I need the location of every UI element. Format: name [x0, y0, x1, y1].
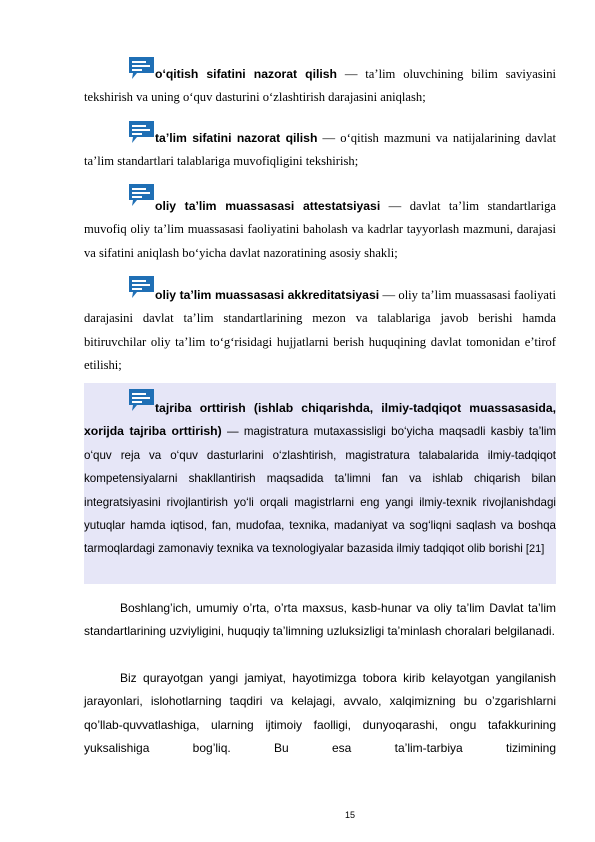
- definition-term: oliy ta’lim muassasasi akkreditatsiyasi: [155, 288, 380, 302]
- definition-text: magistratura mutaxassisligi bo‘yicha maqsadli kasbiy ta’lim o‘quv reja va o‘quv dasturlarini o‘zlashtirish, magistratura talabalarida ilmiy-tadqiqot kompetensiyalarni shakllantirish maqsadida ta’limni fan va ishlab chiqarish bilan integratsiyasini rivojlantirish yo‘li orqali magistrlarni eng yangi ilmiy-texnik rivojlanishdagi yutuqlar hamda iqtisod, fan, mudofaa, texnika, madaniyat va sog‘liqni saqlash va boshqa tarmoqlardagi zamonaviy texnika va texnologiyalar bazasida ilmiy tadqiqot olib borishi: [84, 425, 556, 556]
- definition-text: ta’lim oluvchining bilim saviyasini tekshirish va uning o‘quv dasturini o‘zlashtirish darajasini aniqlash;: [84, 67, 556, 105]
- definition-5: tajriba orttirish (ishlab chiqarishda, ilmiy-tadqiqot muassasasida, xorijda tajriba orttirish) — magistratura mutaxassisligi bo‘yicha maqsadli kasbiy ta’lim o‘quv reja va o‘quv dasturlarini o‘zlashtirish, magistratura talabalarida ilmiy-tadqiqot kompetensiyalarni shakllantirish maqsadida ta’limni fan va ishlab chiqarish bilan integratsiyasini rivojlantirish yo‘li orqali magistrlarni eng yangi ilmiy-texnik rivojlanishdagi yutuqlar hamda iqtisod, fan, mudofaa, texnika, madaniyat va sog‘liqni saqlash va boshqa tarmoqlardagi zamonaviy texnika va texnologiyalar bazasida ilmiy tadqiqot olib borishi [21]: [84, 401, 556, 556]
- definition-text: davlat ta’lim standartlariga muvofiq oliy ta’lim muassasasi faoliyatini baholash va kadrlar tayyorlash mazmuni, darajasi va sifatini aniqlash bo‘yicha davlat nazoratining asosiy shakli;: [84, 199, 556, 260]
- definition-term: ta’lim sifatini nazorat qilish: [155, 131, 318, 145]
- definition-text: oliy ta’lim muassasasi faoliyati darajasini davlat ta’lim standartlarining mezon va talablariga javob berishi hamda bitiruvchilar oliy ta’lim to‘g‘risidagi hujjatlarni berish huquqining davlat tomonidan e’tirof etilishi;: [84, 288, 556, 373]
- definition-2: ta’lim sifatini nazorat qilish — o‘qitish mazmuni va natijalarining davlat ta’lim standartlari talablariga muvofiqligini tekshirish;: [84, 131, 556, 169]
- citation-ref[interactable]: [21]: [522, 543, 545, 556]
- page-number: 15: [344, 810, 355, 820]
- body-paragraph: Boshlang’ich, umumiy o’rta, o’rta maxsus, kasb-hunar va oliy ta’lim Davlat ta’lim standartlarining uzviyligini, huquqiy ta’limning uzluksizligi ta’minlash choralari belgilanadi.: [84, 601, 556, 639]
- body-paragraph: Biz qurayotgan yangi jamiyat, hayotimizga tobora kirib kelayotgan yangilanish jarayonlari, islohotlarning taqdiri va kelajagi, avvalo, xalqimizning bu o’zgarishlarni qo’llab-quvvatlashiga, ularning ijtimoiy faolligi, dunyoqarashi, ongu tafakkurining yuksalishiga bog’liq. Bu esa ta’lim-tarbiya tizimining: [84, 671, 556, 756]
- definition-4: oliy ta’lim muassasasi akkreditatsiyasi — oliy ta’lim muassasasi faoliyati darajasini davlat ta’lim standartlarining mezon va talablariga javob berishi hamda bitiruvchilar oliy ta’lim to‘g‘risidagi hujjatlarni berish huquqining davlat tomonidan e’tirof etilishi;: [84, 288, 556, 373]
- definition-text: o‘qitish mazmuni va natijalarining davlat ta’lim standartlari talablariga muvofiqligini tekshirish;: [84, 131, 556, 169]
- definition-3: oliy ta’lim muassasasi attestatsiyasi — davlat ta’lim standartlariga muvofiq oliy ta’lim muassasasi faoliyatini baholash va kadrlar tayyorlash mazmuni, darajasi va sifatini aniqlash bo‘yicha davlat nazoratining asosiy shakli;: [84, 199, 556, 260]
- definition-term: o‘qitish sifatini nazorat qilish: [155, 67, 337, 81]
- definition-term: tajriba orttirish (ishlab chiqarishda, ilmiy-tadqiqot muassasasida, xorijda tajriba orttirish): [84, 401, 556, 439]
- definition-1: o‘qitish sifatini nazorat qilish — ta’lim oluvchining bilim saviyasini tekshirish va uning o‘quv dasturini o‘zlashtirish darajasini aniqlash;: [84, 67, 556, 105]
- definition-term: oliy ta’lim muassasasi attestatsiyasi: [155, 199, 381, 213]
